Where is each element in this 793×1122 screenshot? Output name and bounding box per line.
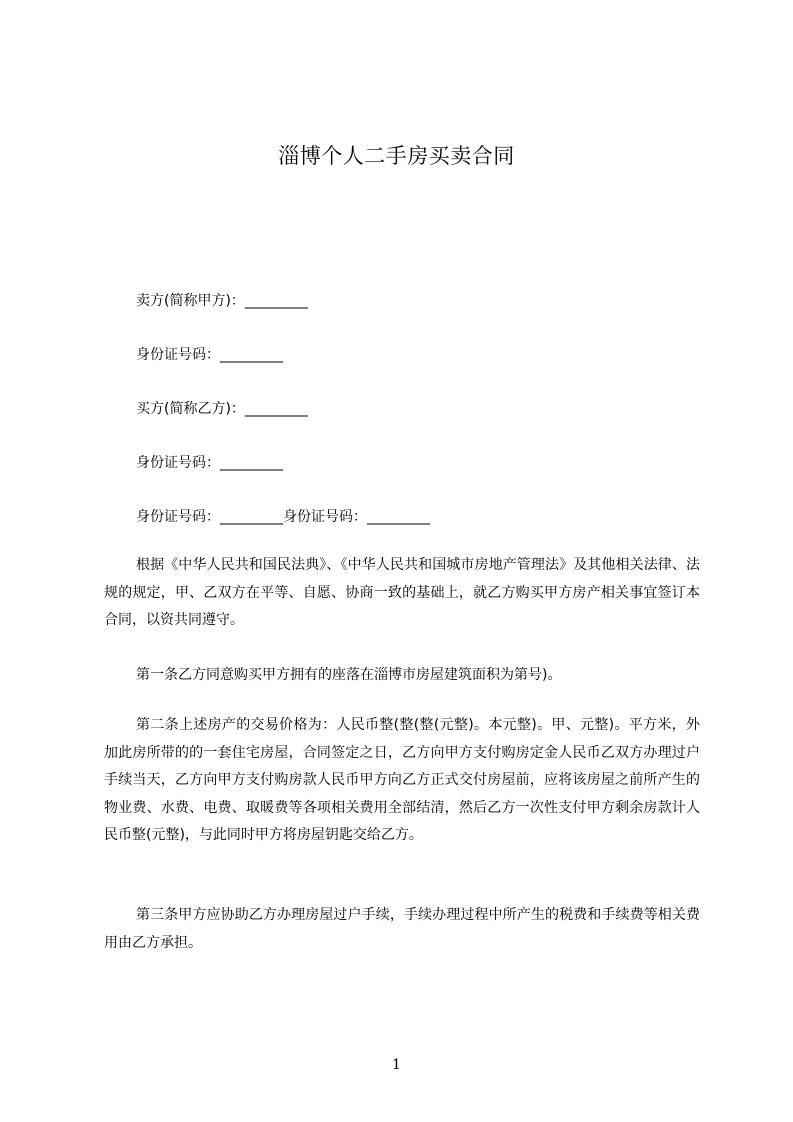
buyer-name-field: 买方(简称乙方)：_________ [136, 401, 308, 417]
article-one-paragraph: 第一条乙方同意购买甲方拥有的座落在淄博市房屋建筑面积为第号)。 [136, 667, 562, 683]
page-number: 1 [392, 1057, 401, 1073]
article-three-paragraph: 第三条甲方应协助乙方办理房屋过户手续，手续办理过程中所产生的税费和手续费等相关费用由乙方承担。 [104, 907, 700, 951]
contract-title: 淄博个人二手房买卖合同 [278, 144, 515, 168]
article-two-paragraph: 第二条上述房产的交易价格为：人民币整(整(整(元整)。本元整)。甲、元整)。平方米，外加此房所带的的一套住宅房屋，合同签定之日，乙方向甲方支付购房定金人民币乙双方办理过户手续当天，乙方向甲方支付购房款人民币甲方向乙方正式交付房屋前，应将该房屋之前所产生的物业费、水费、电费、取暖费等各项相关费用全部结清，然后乙方一次性支付甲方剩余房款计人民币整(元整)，与此同时甲方将房屋钥匙交给乙方。 [104, 717, 700, 843]
buyer-id-number-field: 身份证号码：_________ [136, 455, 283, 471]
seller-name-field: 卖方(简称甲方)：_________ [136, 293, 308, 309]
contract-preamble-paragraph: 根据《中华人民共和国民法典》、《中华人民共和国城市房地产管理法》及其他相关法律、法规的规定，甲、乙双方在平等、自愿、协商一致的基础上，就乙方购买甲方房产相关事宜签订本合同，以资共同遵守。 [104, 557, 700, 628]
additional-id-number-fields: 身份证号码：_________身份证号码：_________ [136, 509, 430, 525]
seller-id-number-field: 身份证号码：_________ [136, 347, 283, 363]
